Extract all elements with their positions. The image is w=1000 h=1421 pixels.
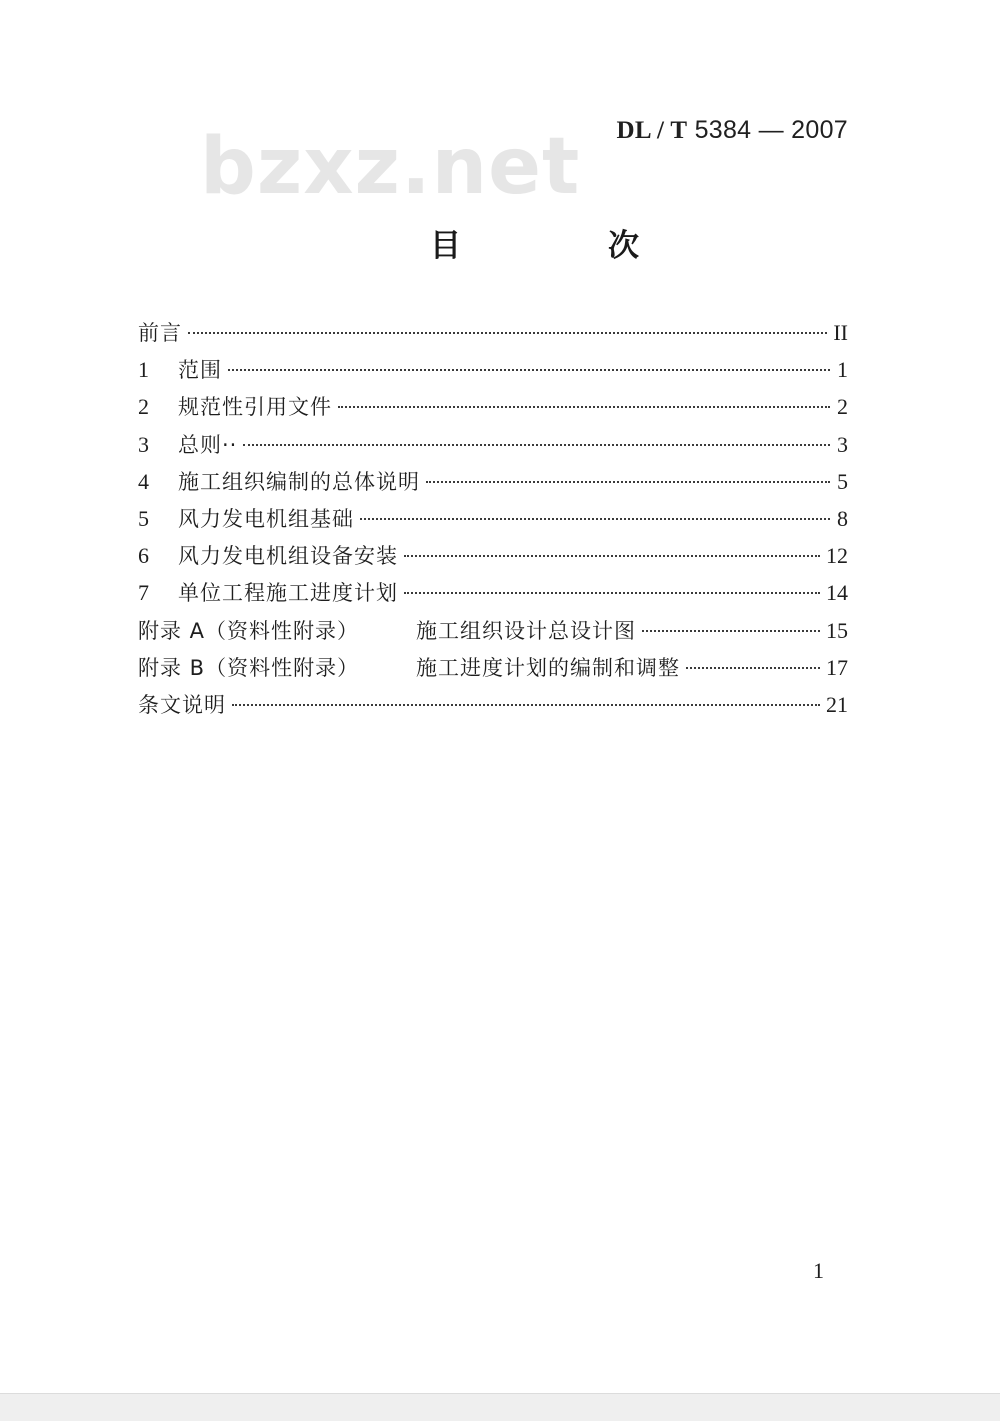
toc-entry-page: 12 (826, 543, 848, 569)
toc-leader-dots (404, 592, 820, 594)
toc-entry-label: 总则·· (178, 432, 238, 457)
toc-entry-page: 3 (837, 431, 848, 457)
toc-appendix-head: 附录 A（资料性附录） (138, 618, 360, 643)
toc-leader-dots (243, 444, 830, 446)
toc-entry-number: 1 (138, 357, 149, 383)
viewer-bottom-strip (0, 1393, 1000, 1421)
toc-leader-dots (360, 518, 830, 520)
toc-entry-page: 17 (826, 654, 848, 680)
document-number-rest: 5384 — 2007 (694, 116, 848, 144)
watermark: bzxz.net (200, 122, 581, 212)
toc-entry-label: 施工进度计划的编制和调整 (416, 655, 680, 680)
table-of-contents (138, 314, 848, 723)
toc-entry-1[interactable] (138, 351, 848, 388)
toc-appendix-head: 附录 B（资料性附录） (138, 655, 360, 680)
toc-entry-page: 8 (837, 505, 848, 531)
toc-entry-number: 5 (138, 505, 149, 531)
toc-entry-3[interactable] (138, 426, 848, 463)
toc-entry-number: 2 (138, 394, 149, 420)
toc-entry-label: 规范性引用文件 (178, 395, 332, 420)
page-number: 1 (813, 1258, 824, 1283)
toc-entry-number: 7 (138, 580, 149, 606)
toc-entry-foreword[interactable] (138, 314, 848, 351)
toc-entry-number: 4 (138, 468, 149, 494)
toc-entry-7[interactable] (138, 574, 848, 611)
toc-entry-label: 风力发电机组基础 (178, 506, 354, 531)
toc-entry-label: 风力发电机组设备安装 (178, 544, 398, 569)
toc-entry-number: 3 (138, 431, 149, 457)
toc-entry-label: 施工组织设计总设计图 (416, 618, 636, 643)
toc-leader-dots (404, 555, 820, 557)
toc-leader-dots (686, 667, 820, 669)
toc-entry-label: 施工组织编制的总体说明 (178, 469, 420, 494)
toc-entry-2[interactable] (138, 388, 848, 425)
toc-entry-page: 2 (837, 394, 848, 420)
toc-entry-5[interactable] (138, 500, 848, 537)
toc-entry-page: 1 (837, 357, 848, 383)
toc-entry-page: 14 (826, 580, 848, 606)
toc-leader-dots (232, 704, 820, 706)
toc-entry-label: 单位工程施工进度计划 (178, 581, 398, 606)
toc-entry-number: 6 (138, 543, 149, 569)
toc-entry-appendix-a[interactable] (138, 612, 848, 649)
document-number-prefix: DL / T (616, 117, 688, 144)
toc-entry-page: 15 (826, 617, 848, 643)
toc-leader-dots (338, 406, 830, 408)
toc-entry-page: 21 (826, 691, 848, 717)
toc-entry-label: 前言 (138, 321, 182, 345)
toc-entry-page: II (833, 320, 848, 345)
toc-entry-page: 5 (837, 468, 848, 494)
toc-leader-dots (426, 481, 830, 483)
toc-entry-explanation[interactable] (138, 686, 848, 723)
toc-entry-label: 条文说明 (138, 692, 226, 717)
toc-entry-6[interactable] (138, 537, 848, 574)
toc-entry-4[interactable] (138, 463, 848, 500)
toc-leader-dots (228, 369, 830, 371)
page-title: 目 次 (430, 228, 697, 264)
toc-entry-appendix-b[interactable] (138, 649, 848, 686)
document-number (616, 116, 848, 145)
toc-leader-dots (188, 332, 827, 334)
toc-entry-label: 范围 (178, 358, 222, 383)
toc-leader-dots (642, 630, 820, 632)
